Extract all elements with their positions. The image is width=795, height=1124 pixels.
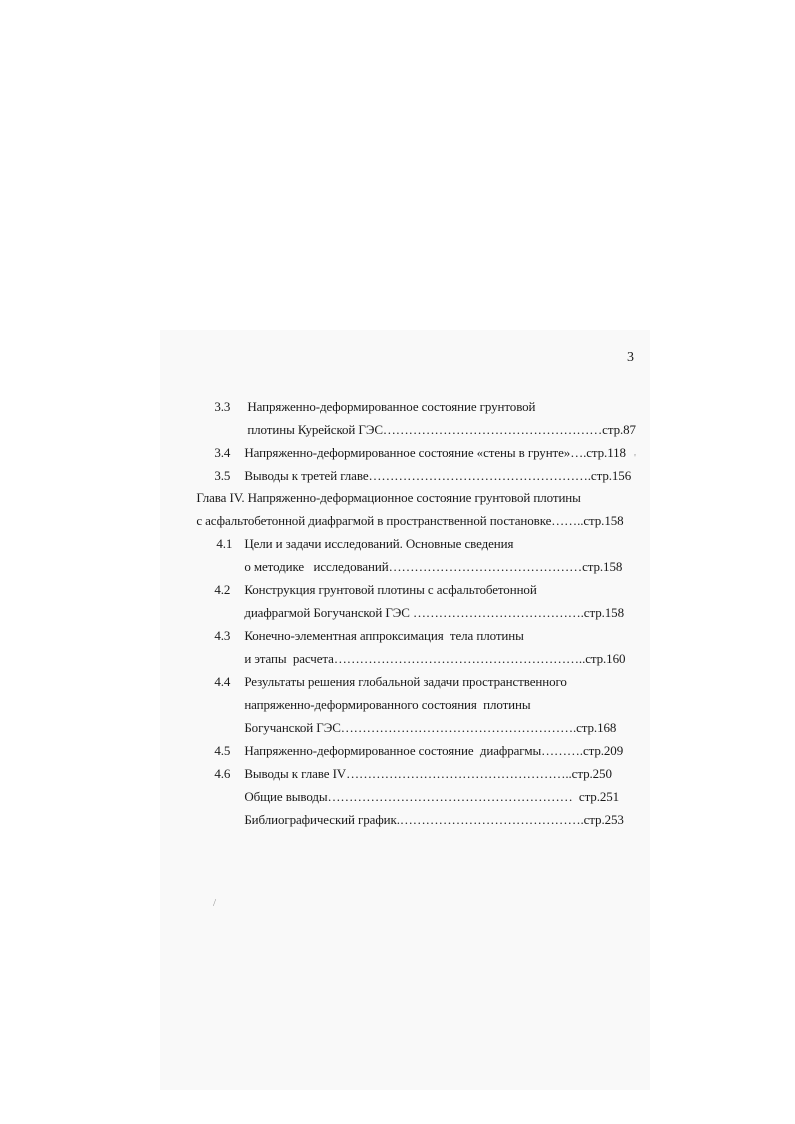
toc-entry-text: о методике исследований………………………………………стр.158 (244, 559, 623, 574)
toc-entry-text: Общие выводы………………………………………………… стр.251 (244, 789, 620, 804)
toc-entry-text: Результаты решения глобальной задачи пространственного (244, 674, 567, 689)
toc-entry-text: и этапы расчета…………………………………………………..стр.160 (244, 651, 626, 666)
scan-speck: / (213, 897, 217, 909)
section-number: 4.6 (214, 766, 231, 781)
toc-entry-text: диафрагмой Богучанской ГЭС ………………………………….стр.158 (244, 605, 624, 620)
toc-entry-text: напряженно-деформированного состояния плотины (244, 697, 531, 712)
scan-speck: ' (634, 452, 636, 464)
section-number: 4.3 (214, 628, 231, 643)
toc-entry-text: Богучанской ГЭС……………………………………………….стр.168 (244, 720, 617, 735)
toc-entry-text: Конструкция грунтовой плотины с асфальтобетонной (244, 582, 537, 597)
toc-entry-text: Цели и задачи исследований. Основные сведения (244, 536, 514, 551)
section-number: 3.5 (214, 468, 231, 483)
toc-line (238, 796, 624, 828)
toc-entry-text: Напряженно-деформированное состояние грунтовой (247, 399, 536, 414)
section-number: 4.4 (214, 674, 231, 689)
toc-entry-text: Напряженно-деформированное состояние диафрагмы……….стр.209 (244, 743, 624, 758)
toc-entry-text: Конечно-элементная аппроксимация тела плотины (244, 628, 524, 643)
toc-entry-text: Выводы к третей главе…………………………………………….стр.156 (244, 468, 632, 483)
toc-entry-text: Напряженно-деформированное состояние «стены в грунте»….стр.118 (244, 445, 626, 460)
section-number: 4.1 (216, 536, 233, 551)
toc-entry-text: Библиографический график.…………………………………….стр.253 (244, 812, 624, 827)
section-number: 3.4 (214, 445, 231, 460)
section-number: 4.2 (214, 582, 231, 597)
toc-entry-text: Глава IV. Напряженно-деформационное состояние грунтовой плотины (196, 490, 581, 505)
section-number: 4.5 (214, 743, 231, 758)
toc-entry-text: Выводы к главе IV……………………………………………..стр.250 (244, 766, 612, 781)
page-number: 3 (627, 350, 634, 365)
toc-entry-text: с асфальтобетонной диафрагмой в пространственной постановке……..стр.158 (196, 513, 624, 528)
section-number: 3.3 (214, 399, 231, 414)
toc-entry-text: плотины Курейской ГЭС……………………………………………стр.87 (247, 422, 636, 437)
